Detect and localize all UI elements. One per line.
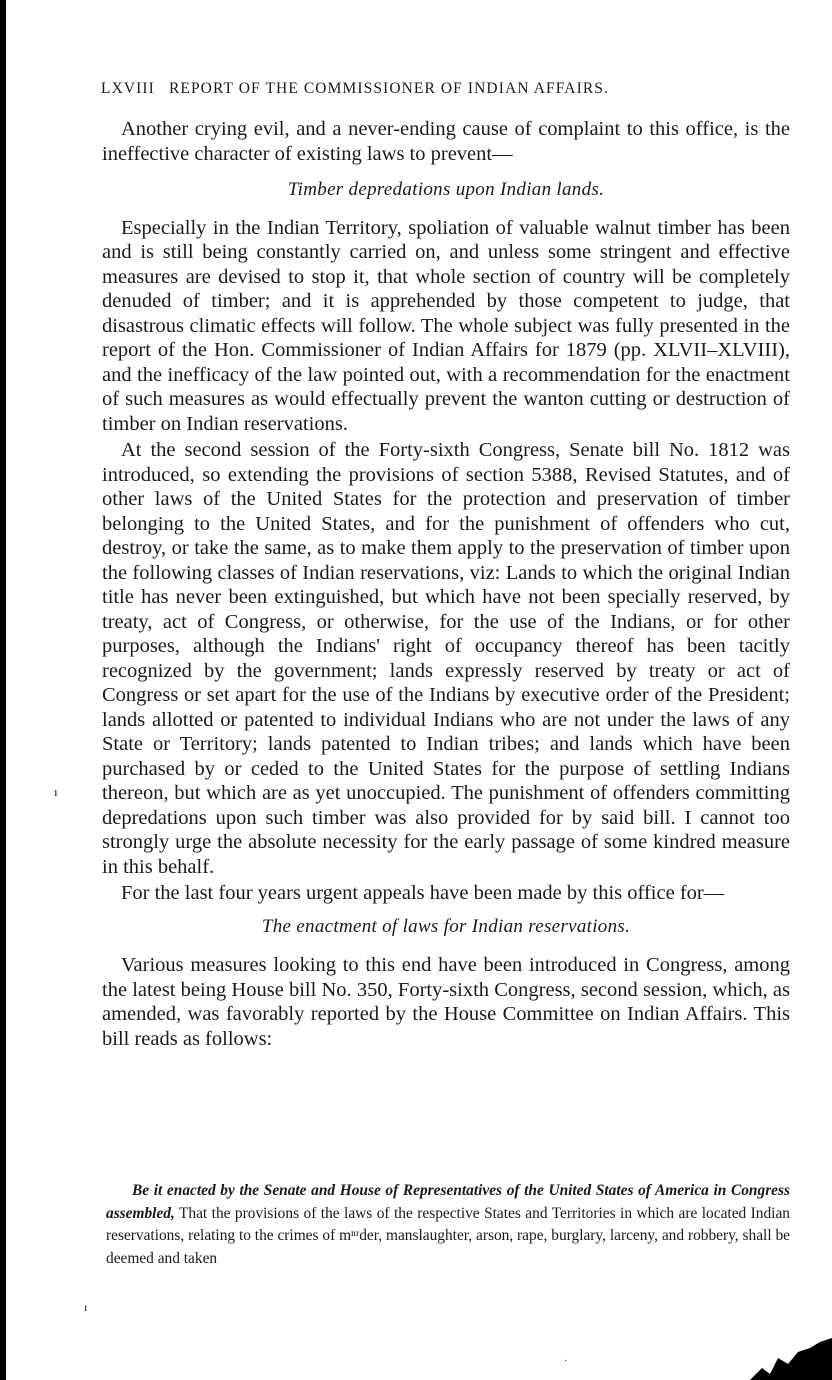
section-heading-timber: Timber depredations upon Indian lands. — [287, 179, 605, 200]
section-heading-laws: The enactment of laws for Indian reservations. — [261, 915, 631, 937]
body-text — [102, 117, 790, 1051]
margin-tick-left: ı — [54, 784, 58, 799]
enactment-opening: Be it enacted by the Senate and House of Representatives of the United States of America in Congress assembled, — [106, 1182, 790, 1222]
paragraph-timber-3: For the last four years urgent appeals have been made by this office for— — [121, 882, 725, 904]
enactment-text: That the provisions of the laws of the respective States and Territories in which are located Indian reservations, relating to the crimes of mⁿʳder, manslaughter, arson, rape, burglary, larceny, and robbery, shall be deemed and taken — [106, 1204, 790, 1267]
intro-paragraph: Another crying evil, and a never-ending cause of complaint to this office, is the ineffective character of existing laws to prevent— — [102, 118, 790, 165]
enactment-clause — [106, 1180, 790, 1270]
running-header — [101, 80, 741, 98]
paragraph-timber-1: Especially in the Indian Territory, spoliation of valuable walnut timber has been and is still being constantly carried on, and unless some stringent and effective measures are devised to stop it, that whole section of country will be completely denuded of timber; and it is apprehended by those competent to judge, that disastrous climatic effects will follow. The whole subject was fully presented in the report of the Hon. Commissioner of Indian Affairs for 1879 (pp. XLVII–XLVIII), and the inefficacy of the law pointed out, with a recommendation for the enactment of such measures as would effectually prevent the wanton cutting or destruction of timber on Indian reservations. — [102, 216, 790, 435]
scan-edge-border — [0, 0, 6, 1380]
paragraph-laws-1: Various measures looking to this end have been introduced in Congress, among the latest being House bill No. 350, Forty-sixth Congress, second session, which, as amended, was favorably reported by the House Committee on Indian Affairs. This bill reads as follows: — [102, 954, 790, 1050]
margin-tick-bottom: ı — [84, 1300, 88, 1314]
margin-dot-bottom: · — [564, 1356, 568, 1367]
header-title: REPORT OF THE COMMISSIONER OF INDIAN AFFAIRS. — [168, 80, 609, 97]
paragraph-timber-2: At the second session of the Forty-sixth Congress, Senate bill No. 1812 was introduced, so extending the provisions of section 5388, Revised Statutes, and of other laws of the United States for the protection and preservation of timber belonging to the United States, and for the punishment of offenders who cut, destroy, or take the same, as to make them apply to the preservation of timber upon the following classes of Indian reservations, viz: Lands to which the original Indian title has never been extinguished, but which have not been specially reserved, by treaty, act of Congress, or otherwise, for the use of the Indians, or for other purposes, although the Indians' right of occupancy thereof has been tacitly recognized by the government; lands expressly reserved by treaty or act of Congress or set apart for the use of the Indians by executive order of the President; lands allotted or patented to individual Indians who are not under the laws of any State or Territory; lands patented to Indian tribes; and lands which have been purchased by or ceded to the United States for the purpose of settling Indians thereon, but which are as yet unoccupied. The punishment of offenders committing depredations upon such timber was also provided for by said bill. I cannot too strongly urge the absolute necessity for the early passage of some kindred measure in this behalf. — [102, 439, 790, 878]
corner-ink-smudge — [740, 1338, 832, 1380]
page-folio: LXVIII — [101, 80, 155, 97]
